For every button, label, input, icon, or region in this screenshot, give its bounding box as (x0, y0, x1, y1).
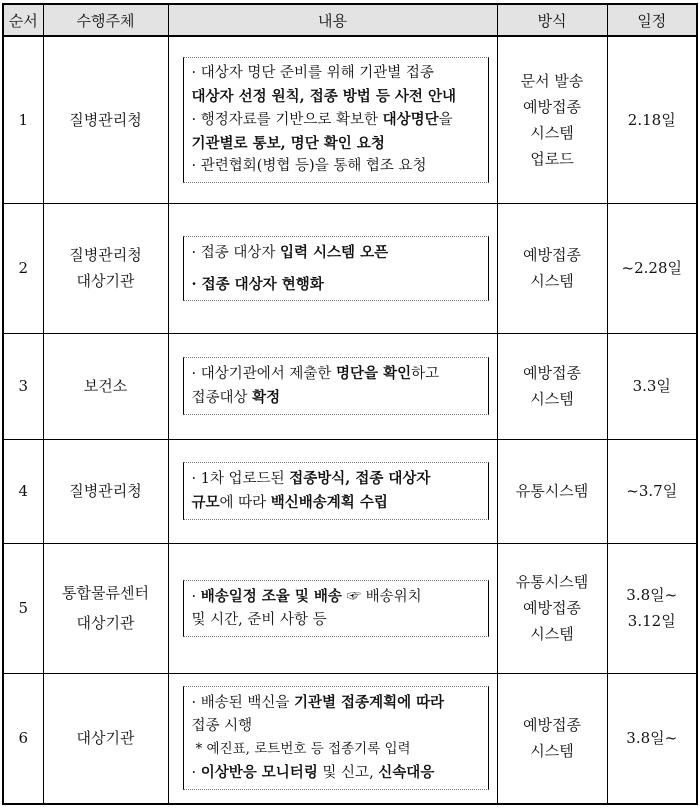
agent-cell: 질병관리청 대상기관 (43, 203, 168, 333)
table-row (3, 543, 697, 673)
method-cell: 문서 발송 예방접종 시스템 업로드 (497, 36, 607, 203)
content-box: · 배송일정 조율 및 배송 ☞ 배송위치 및 시간, 준비 사항 등 (183, 580, 489, 637)
agent-cell: 대상기관 (43, 673, 168, 804)
content-cell (168, 333, 497, 439)
content-box: · 1차 업로드된 접종방식, 접종 대상자 규모에 따라 백신배송계획 수립 (183, 462, 489, 520)
order-cell: 6 (3, 673, 43, 804)
order-cell: 1 (3, 36, 43, 203)
method-cell: 유통시스템 (497, 439, 607, 543)
agent-cell: 질병관리청 (43, 439, 168, 543)
table-row (3, 439, 697, 543)
schedule-cell: 2.18일 (607, 36, 697, 203)
header-order: 순서 (3, 4, 43, 36)
method-cell: 예방접종 시스템 (497, 673, 607, 804)
schedule-table (2, 3, 698, 805)
header-agent: 수행주체 (43, 4, 168, 36)
table-row (3, 203, 697, 333)
agent-cell: 질병관리청 (43, 36, 168, 203)
header-content: 내용 (168, 4, 497, 36)
agent-cell: 통합물류센터 대상기관 (43, 543, 168, 673)
method-cell: 예방접종 시스템 (497, 333, 607, 439)
content-cell (168, 439, 497, 543)
content-box: · 대상기관에서 제출한 명단을 확인하고 접종대상 확정 (183, 357, 489, 415)
content-cell (168, 673, 497, 804)
schedule-cell: 3.8일~ 3.12일 (607, 543, 697, 673)
order-cell: 3 (3, 333, 43, 439)
header-schedule: 일정 (607, 4, 697, 36)
order-cell: 4 (3, 439, 43, 543)
content-cell (168, 543, 497, 673)
schedule-cell: 3.3일 (607, 333, 697, 439)
header-method: 방식 (497, 4, 607, 36)
agent-cell: 보건소 (43, 333, 168, 439)
content-cell (168, 203, 497, 333)
table-row (3, 333, 697, 439)
content-box: · 대상자 명단 준비를 위해 기관별 접종 대상자 선정 원칙, 접종 방법 등 사전 안내 · 행정자료를 기반으로 확보한 대상명단을 기관별로 통보, 명단 확인 요청 · 관련협회(병협 등)을 통해 협조 요청 (183, 57, 489, 183)
header-row (3, 4, 697, 36)
order-cell: 5 (3, 543, 43, 673)
schedule-cell: ~3.7일 (607, 439, 697, 543)
order-cell: 2 (3, 203, 43, 333)
table-row (3, 673, 697, 804)
method-cell: 유통시스템 예방접종 시스템 (497, 543, 607, 673)
content-cell (168, 36, 497, 203)
content-box: · 접종 대상자 입력 시스템 오픈 · 접종 대상자 현행화 (183, 236, 489, 301)
table-row (3, 36, 697, 203)
method-cell: 예방접종 시스템 (497, 203, 607, 333)
schedule-cell: ~2.28일 (607, 203, 697, 333)
content-box: · 배송된 백신을 기관별 접종계획에 따라 접종 시행 * 예진표, 로트번호 등 접종기록 입력 · 이상반응 모니터링 및 신고, 신속대응 (183, 686, 489, 790)
schedule-cell: 3.8일~ (607, 673, 697, 804)
